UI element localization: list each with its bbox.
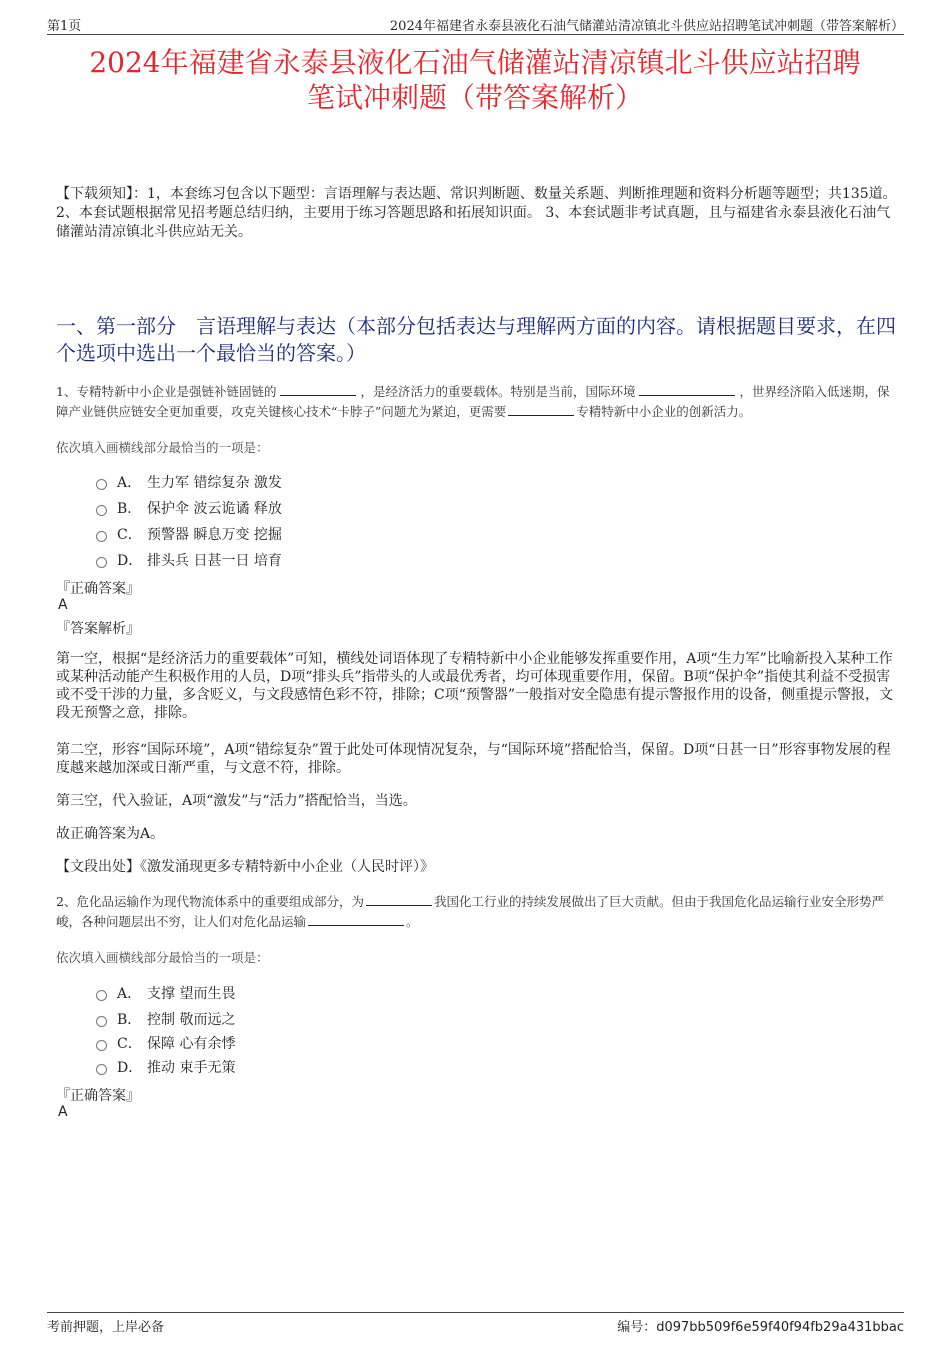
q2-text-2: 我国化工行业的持续发展做出了巨大贡献。但由于我国危化品运输行业安全形势严峻，各种问题层出不穷，让人们对危化品运输 [56,894,884,929]
question-2-stem [56,892,898,932]
q1-correct-answer: A [58,597,68,613]
q1-correct-label: 『正确答案』 [56,581,140,597]
q1-source: 【文段出处】《激发涌现更多专精特新中小企业（人民时评）》 [56,859,434,875]
radio-button[interactable] [96,1016,107,1027]
radio-button[interactable] [96,990,107,1001]
q1-option-c[interactable]: C． 预警器 瞬息万变 挖掘 [96,524,282,544]
page-header [47,12,904,35]
page-number: 第1页 [47,19,82,34]
blank [639,383,735,396]
question-1-stem [56,382,898,422]
page-footer [47,1312,904,1339]
q1-option-b[interactable]: B． 保护伞 波云诡谲 释放 [96,498,282,518]
q1-analysis-label: 『答案解析』 [56,621,140,637]
q1-option-d[interactable]: D． 排头兵 日甚一日 培育 [96,550,282,570]
q2-option-c[interactable]: C． 保障 心有余悸 [96,1033,235,1053]
blank [508,403,574,416]
q1-text-1: 1、专精特新中小企业是强链补链固链的 [56,384,277,399]
blank [366,893,432,906]
q1-text-3: ，世界经济陷入低迷期，保障产业链供应链安全更加重要，攻克关键核心技术“卡脖子”问题尤为紧迫，更需要 [56,384,890,419]
radio-button[interactable] [96,557,107,568]
section-heading: 一、第一部分 言语理解与表达（本部分包括表达与理解两方面的内容。请根据题目要求，在四个选项中选出一个最恰当的答案。） [56,314,896,365]
footer-slogan: 考前押题，上岸必备 [47,1320,165,1335]
page-title [40,45,910,115]
q1-analysis-paragraph: 第二空，形容“国际环境”，A项“错综复杂”置于此处可体现情况复杂，与“国际环境”搭配恰当，保留。D项“日甚一日”形容事物发展的程度越来越加深或日渐严重，与文意不符，排除。 [56,742,891,776]
radio-button[interactable] [96,1040,107,1051]
q1-text-2: ，是经济活力的重要载体。特别是当前，国际环境 [360,384,636,399]
radio-button[interactable] [96,1064,107,1075]
title-line-2: 笔试冲刺题（带答案解析） [306,81,643,114]
radio-button[interactable] [96,505,107,516]
q1-analysis-paragraph: 第一空，根据“是经济活力的重要载体”可知，横线处词语体现了专精特新中小企业能够发挥重要作用，A项“生力军”比喻新投入某种工作或某种活动能产生积极作用的人员，D项“排头兵”指带头的人或最优秀者，均可体现重要作用，保留。B项“保护伞”指使其利益不受损害或不受干涉的力量，多含贬义，与文段感情色彩不符，排除；C项“预警器”一般指对安全隐患有提示警报作用的设备，侧重提示警报，文段无预警之意，排除。 [56,651,894,721]
q1-text-4: 专精特新中小企业的创新活力。 [576,404,752,419]
q2-text-3: 。 [406,914,419,929]
q1-analysis-conclusion: 故正确答案为A。 [56,826,165,842]
question-2-prompt: 依次填入画横线部分最恰当的一项是： [56,950,269,965]
q1-option-a[interactable]: A． 生力军 错综复杂 激发 [96,472,282,492]
title-line-1: 2024年福建省永泰县液化石油气储灌站清凉镇北斗供应站招聘 [89,46,861,79]
radio-button[interactable] [96,479,107,490]
q2-correct-label: 『正确答案』 [56,1088,140,1104]
q2-option-a[interactable]: A． 支撑 望而生畏 [96,983,235,1003]
blank [280,383,356,396]
q2-option-b[interactable]: B． 控制 敬而远之 [96,1009,235,1029]
q2-correct-answer: A [58,1104,68,1120]
header-doc-title: 2024年福建省永泰县液化石油气储灌站清凉镇北斗供应站招聘笔试冲刺题（带答案解析） [389,19,904,34]
q2-option-d[interactable]: D． 推动 束手无策 [96,1057,235,1077]
q1-analysis-paragraph: 第三空，代入验证，A项“激发”与“活力”搭配恰当，当选。 [56,793,417,809]
question-1-prompt: 依次填入画横线部分最恰当的一项是： [56,440,269,455]
footer-code: 编号：d097bb509f6e59f40f94fb29a431bbac [617,1320,904,1335]
radio-button[interactable] [96,531,107,542]
q2-text-1: 2、危化品运输作为现代物流体系中的重要组成部分，为 [56,894,364,909]
blank [308,913,404,926]
download-notice: 【下载须知】：1，本套练习包含以下题型：言语理解与表达题、常识判断题、数量关系题、判断推理题和资料分析题等题型；共135道。 2、本套试题根据常见招考题总结归纳，主要用于练习答题思路和拓展知识面。 3、本套试题非考试真题，且与福建省永泰县液化石油气储灌站清凉镇北斗供应站无关。 [56,186,897,240]
